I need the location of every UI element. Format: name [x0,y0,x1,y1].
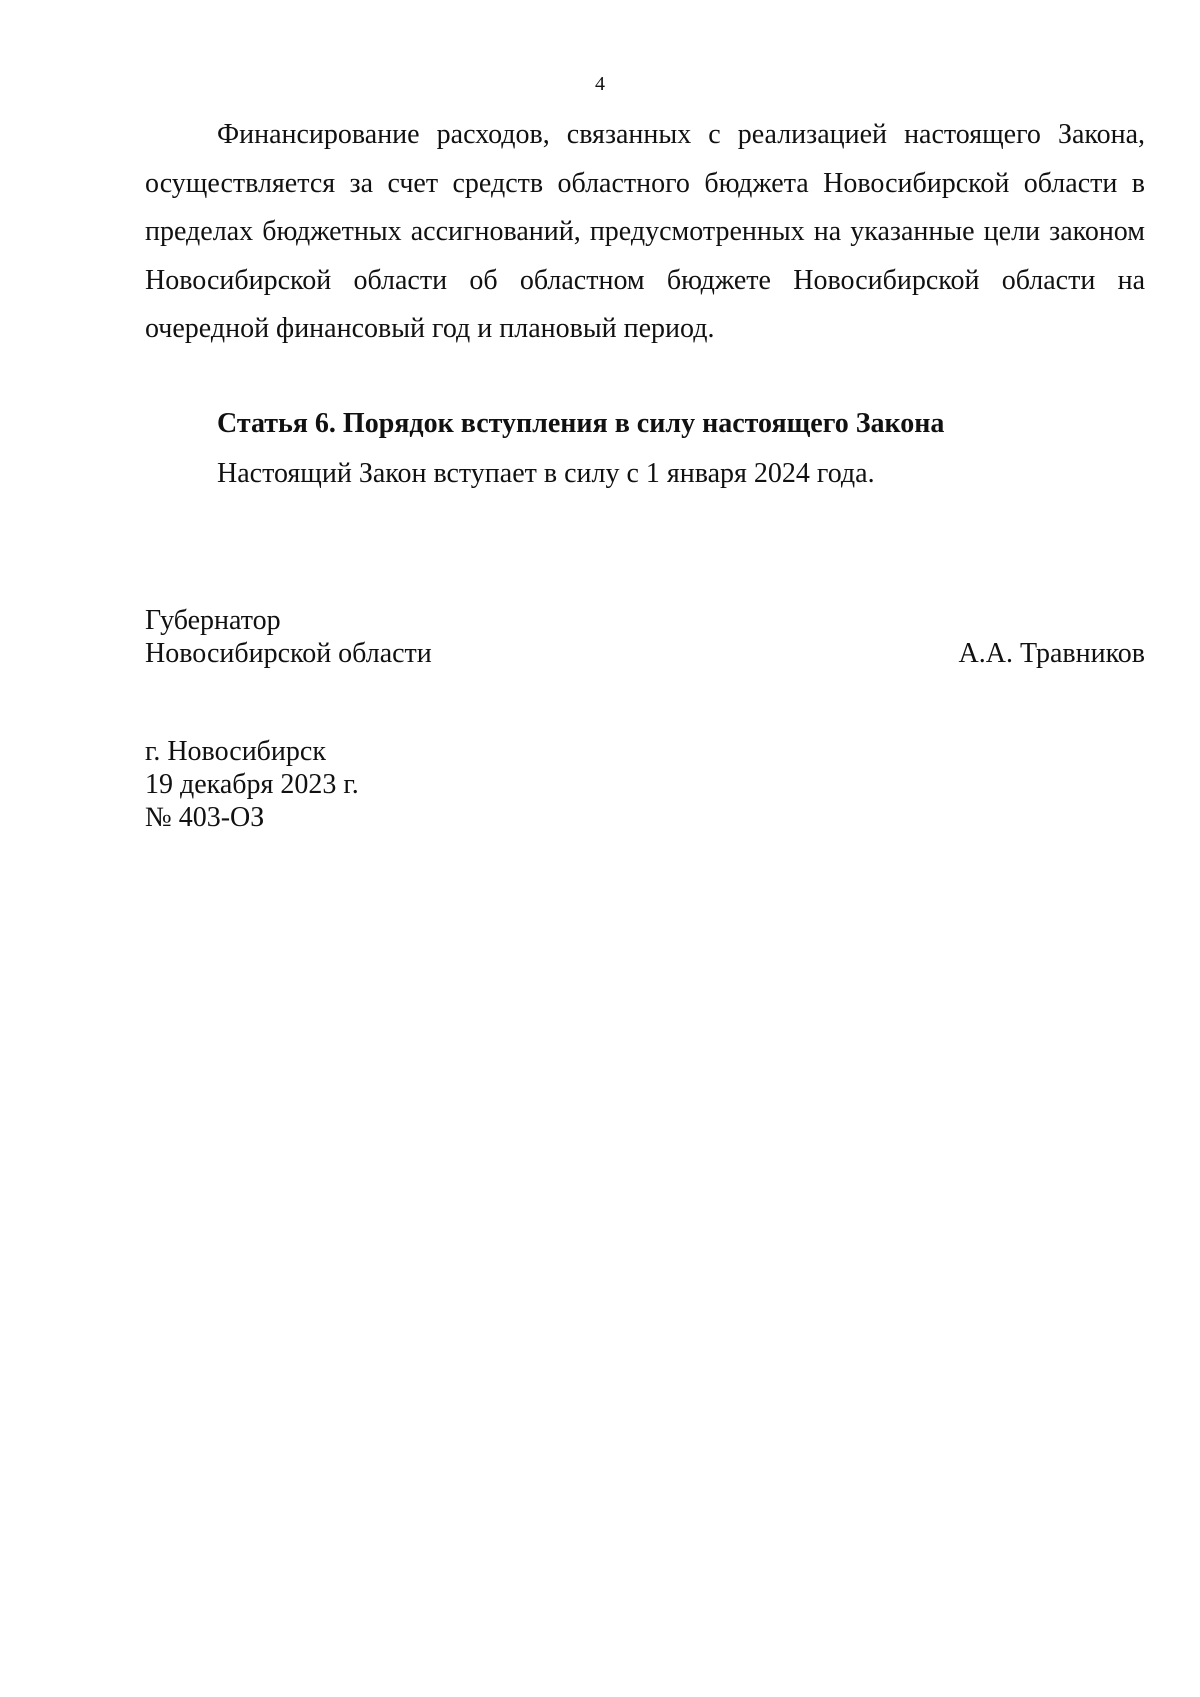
place-date-block [145,735,359,834]
signatory-title-line1: Губернатор [145,605,281,636]
signatory-title-line2: Новосибирской области [145,638,432,669]
signature-row [145,637,1145,670]
financing-paragraph: Финансирование расходов, связанных с реализацией настоящего Закона, осуществляется за счет средств областного бюджета Новосибирской области в пределах бюджетных ассигнований, предусмотренных на указанные цели законом Новосибирской области об областном бюджете Новосибирской области на очередной финансовый год и плановый период. [145,119,1145,344]
article-6-heading: Статья 6. Порядок вступления в силу настоящего Закона [217,408,945,439]
city: г. Новосибирск [145,736,326,767]
law-date: 19 декабря 2023 г. [145,769,359,800]
page-number: 4 [595,73,605,95]
article-6-text: Настоящий Закон вступает в силу с 1 января 2024 года. [217,458,875,489]
law-number: № 403-ОЗ [145,802,265,833]
signature-block [145,604,1145,670]
signatory-name: А.А. Травников [958,638,1145,669]
